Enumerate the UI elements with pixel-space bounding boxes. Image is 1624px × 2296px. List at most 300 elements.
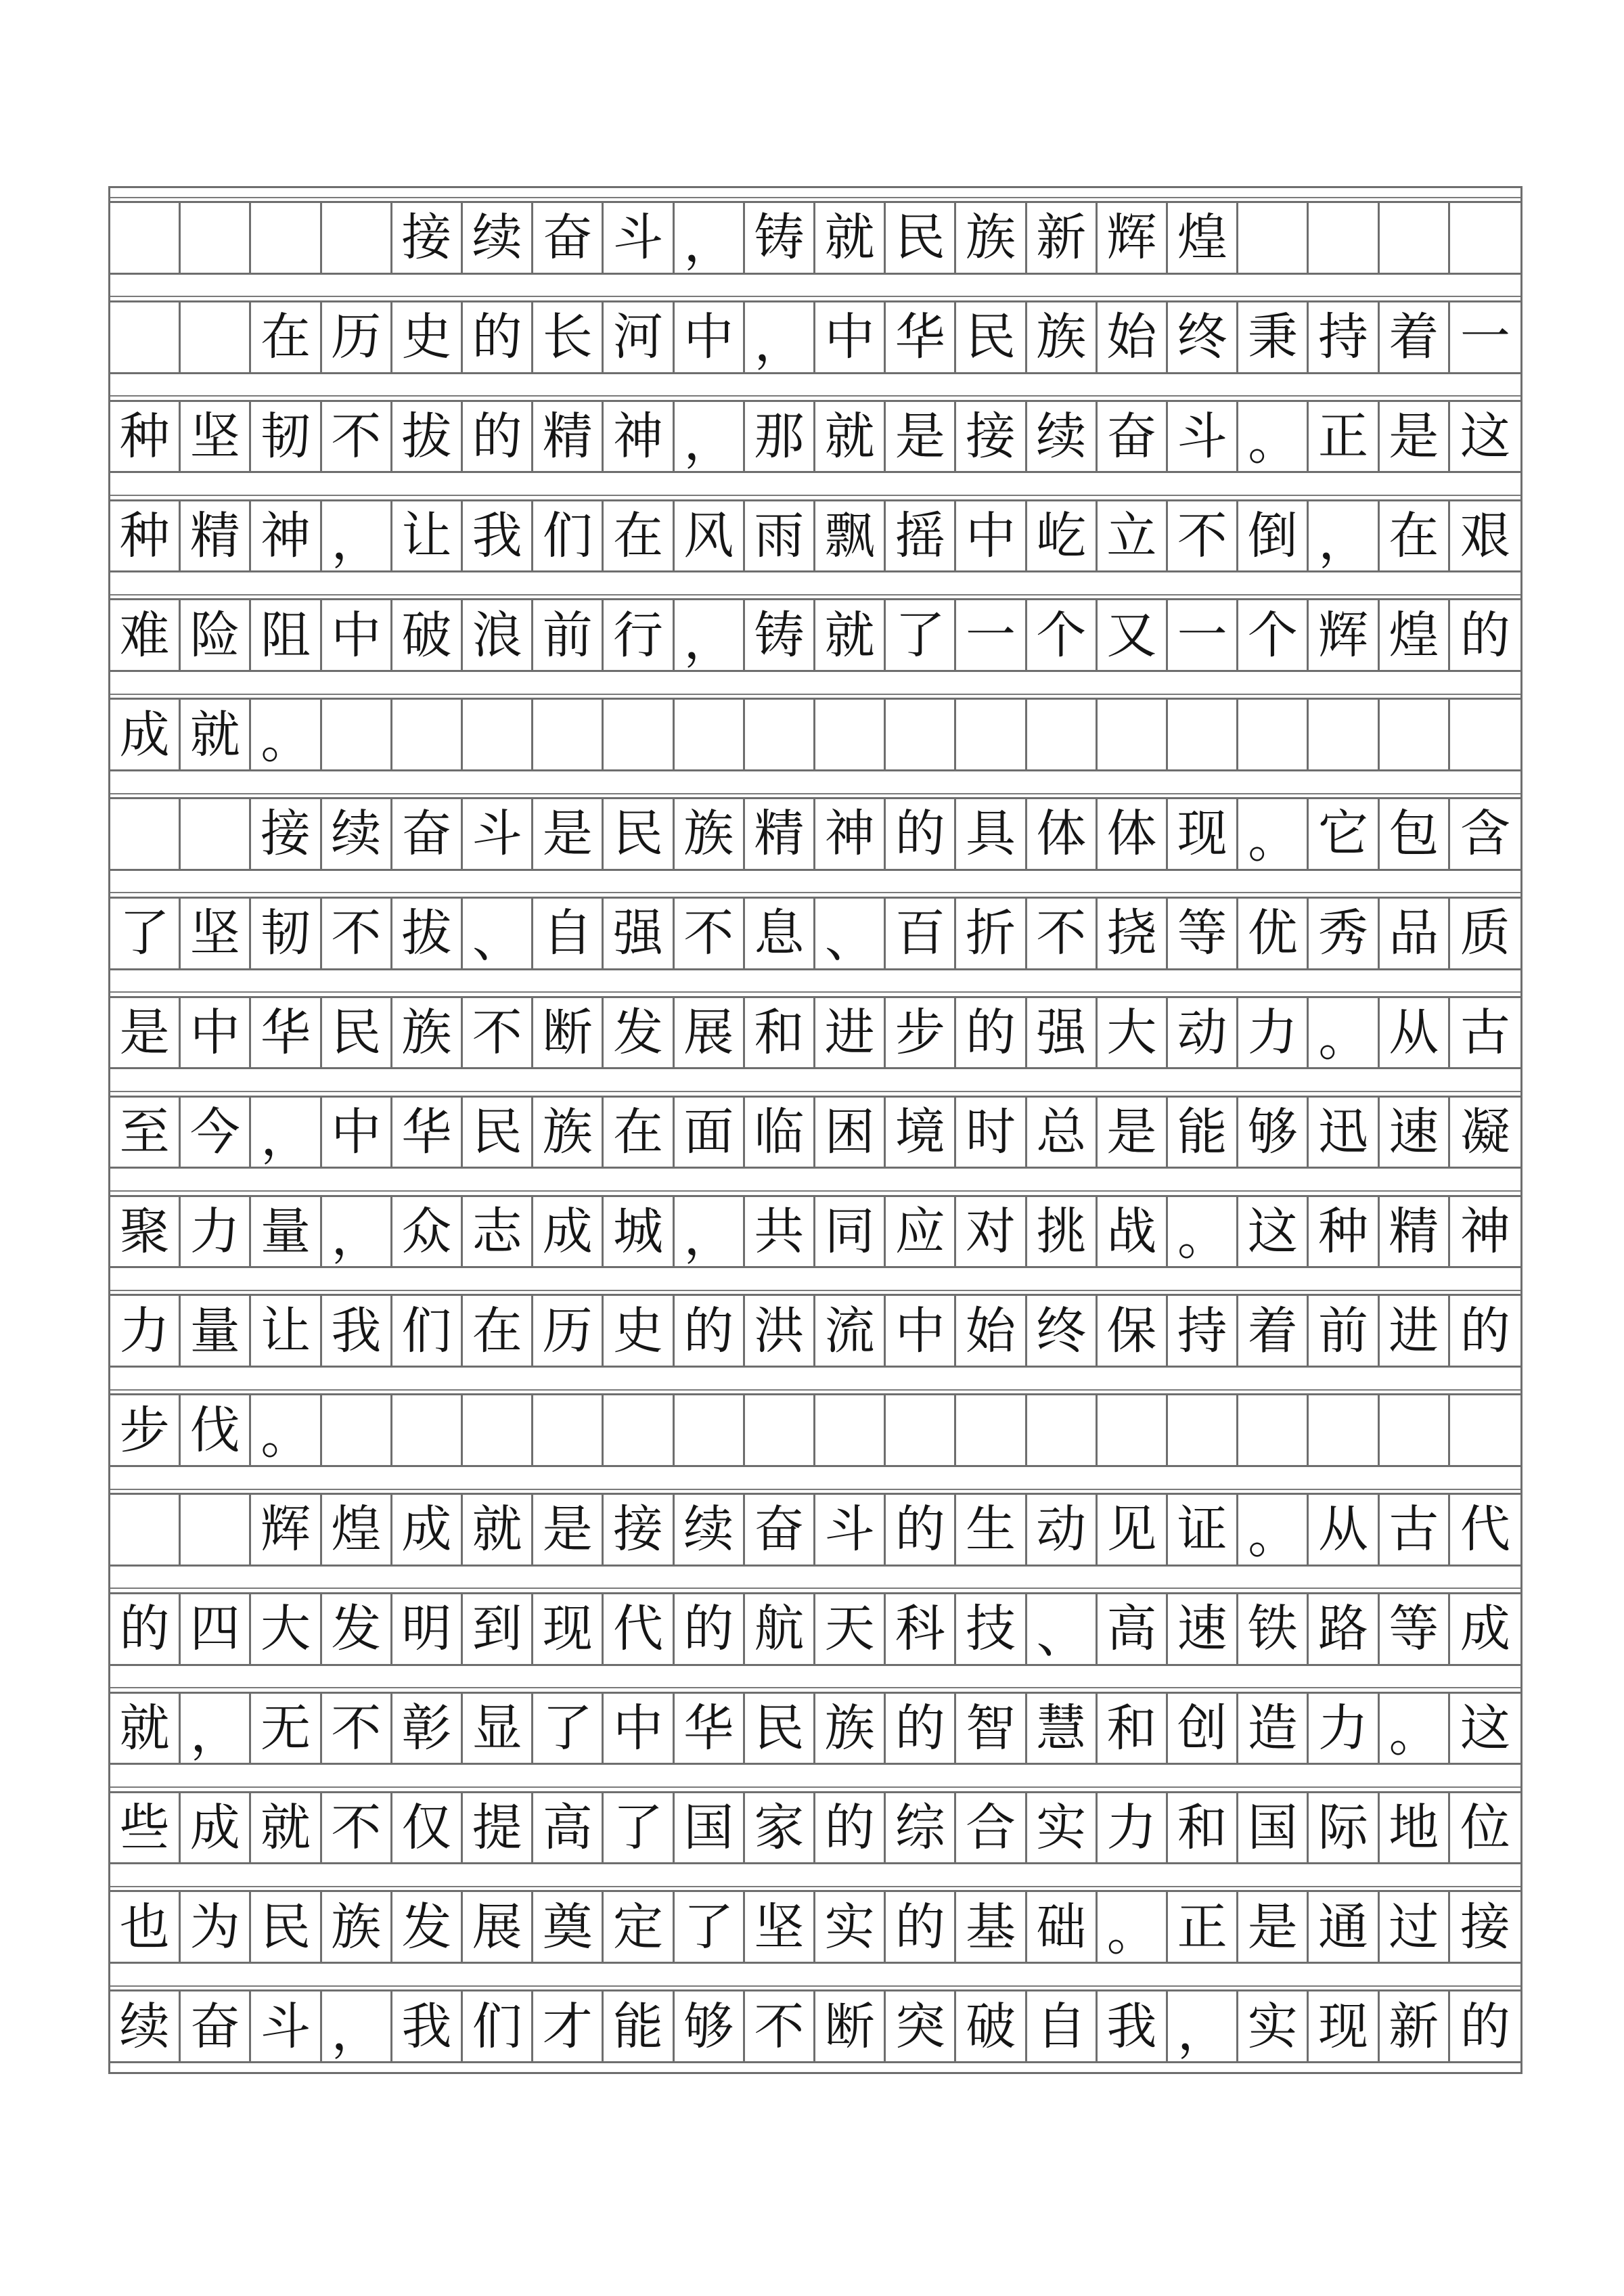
empty-cell [745, 1395, 815, 1465]
empty-cell [1027, 1395, 1098, 1465]
grid-char: 成 [110, 700, 181, 769]
grid-char: 具 [956, 799, 1027, 869]
grid-char: 见 [1098, 1495, 1168, 1565]
grid-char: 困 [815, 1098, 886, 1167]
empty-cell [886, 700, 956, 769]
grid-char: 辉 [1309, 600, 1379, 670]
grid-char: 体 [1098, 799, 1168, 869]
empty-cell [745, 700, 815, 769]
grid-char: ， [675, 402, 745, 472]
empty-cell [392, 700, 463, 769]
grid-char: 古 [1460, 1004, 1510, 1062]
grid-char: ， [251, 1098, 321, 1167]
grid-char: 总 [1027, 1098, 1098, 1167]
grid-char: 中 [675, 302, 745, 372]
grid-char: 了 [675, 1892, 745, 1962]
grid-char: 就 [815, 402, 886, 472]
gap-rule [110, 594, 1520, 595]
grid-char: 通 [1309, 1892, 1379, 1962]
grid-char: 是 [533, 1495, 604, 1565]
grid-char: 质 [1460, 904, 1510, 963]
grid-char: 难 [110, 600, 181, 670]
grid-char: 力 [1309, 1694, 1379, 1763]
grid-char: 、 [463, 899, 533, 968]
grid-char: 折 [956, 899, 1027, 968]
grid-char: 民 [745, 1694, 815, 1763]
grid-char: 。 [251, 700, 321, 769]
grid-char: 智 [956, 1694, 1027, 1763]
empty-cell [675, 1395, 745, 1465]
grid-char: 的 [886, 799, 956, 869]
grid-char: 今 [181, 1098, 251, 1167]
grid-char: 洪 [745, 1296, 815, 1366]
grid-char: 息 [745, 899, 815, 968]
text-row [110, 300, 1520, 374]
title-char: 铸 [745, 203, 815, 273]
grid-char: 城 [604, 1197, 674, 1267]
grid-char: 现 [533, 1594, 604, 1664]
grid-char: 发 [392, 1892, 463, 1962]
grid-char: 综 [886, 1793, 956, 1863]
empty-cell [1450, 700, 1520, 769]
grid-char: 路 [1309, 1594, 1379, 1664]
text-row [110, 897, 1520, 970]
grid-char: 不 [1027, 899, 1098, 968]
gap-rule [110, 1886, 1520, 1887]
grid-char: 族 [675, 799, 745, 869]
grid-char: 着 [1238, 1296, 1309, 1366]
empty-cell [1309, 1395, 1379, 1465]
grid-char: 到 [463, 1594, 533, 1664]
empty-cell [1027, 700, 1098, 769]
grid-char: 进 [1380, 1296, 1450, 1366]
grid-char: 中 [604, 1694, 674, 1763]
grid-char: 族 [392, 998, 463, 1068]
grid-char: 中 [322, 1098, 392, 1167]
empty-cell [1168, 700, 1238, 769]
gap-rule [110, 1985, 1520, 1987]
grid-char: 摇 [886, 501, 956, 571]
grid-char: 。 [1380, 1694, 1450, 1763]
grid-char: 些 [110, 1793, 181, 1863]
grid-char: 从 [1309, 1495, 1379, 1565]
gap-rule [110, 1489, 1520, 1490]
grid-char: 慧 [1027, 1694, 1098, 1763]
grid-char: 实 [1027, 1793, 1098, 1863]
grid-char: 境 [886, 1098, 956, 1167]
grid-char: 国 [1238, 1793, 1309, 1863]
grid-char: 不 [322, 1694, 392, 1763]
grid-char: 至 [110, 1098, 181, 1167]
grid-char: 铸 [745, 600, 815, 670]
grid-char: 神 [604, 402, 674, 472]
grid-char: 精 [533, 402, 604, 472]
grid-char: 这 [1238, 1197, 1309, 1267]
grid-char: 不 [1168, 501, 1238, 571]
gap-rule [110, 793, 1520, 794]
grid-char: 挑 [1027, 1197, 1098, 1267]
empty-cell [1238, 700, 1309, 769]
grid-char: 包 [1380, 799, 1450, 869]
grid-char: 这 [1460, 407, 1510, 466]
grid-char: 华 [392, 1098, 463, 1167]
grid-char: 前 [1309, 1296, 1379, 1366]
empty-cell [463, 1395, 533, 1465]
grid-char: 自 [533, 899, 604, 968]
grid-char: 一 [956, 600, 1027, 670]
grid-char: 是 [1380, 402, 1450, 472]
empty-cell [392, 1395, 463, 1465]
empty-cell [956, 700, 1027, 769]
grid-char: 接 [1460, 1897, 1510, 1956]
gap-rule [110, 892, 1520, 893]
text-row [110, 1592, 1520, 1666]
empty-cell [1380, 203, 1450, 273]
grid-char: 是 [533, 799, 604, 869]
grid-char: 高 [1098, 1594, 1168, 1664]
grid-char: 持 [1168, 1296, 1238, 1366]
grid-char: 铁 [1238, 1594, 1309, 1664]
grid-char: 证 [1168, 1495, 1238, 1565]
title-char: 斗 [604, 203, 674, 273]
grid-char: 正 [1168, 1892, 1238, 1962]
grid-char: 高 [533, 1793, 604, 1863]
text-row [110, 797, 1520, 871]
empty-cell [322, 1395, 392, 1465]
grid-char: 从 [1380, 998, 1450, 1068]
text-row [110, 1989, 1520, 2063]
grid-char: 和 [1098, 1694, 1168, 1763]
grid-char: 是 [886, 402, 956, 472]
title-char: 续 [463, 203, 533, 273]
grid-char: 优 [1238, 899, 1309, 968]
grid-char: 族 [322, 1892, 392, 1962]
grid-char: 华 [675, 1694, 745, 1763]
gap-rule [110, 197, 1520, 198]
grid-char: 量 [251, 1197, 321, 1267]
text-row [110, 996, 1520, 1070]
grid-char: 保 [1098, 1296, 1168, 1366]
grid-char: 力 [181, 1197, 251, 1267]
grid-char: 大 [1098, 998, 1168, 1068]
grid-char: 才 [533, 1991, 604, 2061]
grid-char: 中 [886, 1296, 956, 1366]
text-row [110, 1393, 1520, 1467]
gap-rule [110, 395, 1520, 397]
grid-char: 代 [604, 1594, 674, 1664]
grid-char: ， [322, 501, 392, 571]
empty-cell [815, 700, 886, 769]
grid-char: 秉 [1238, 302, 1309, 372]
text-row [110, 400, 1520, 474]
grid-char: 中 [181, 998, 251, 1068]
grid-char: 国 [675, 1793, 745, 1863]
grid-char: 动 [1027, 1495, 1098, 1565]
grid-char: 这 [1460, 1699, 1510, 1758]
empty-cell [110, 799, 181, 869]
grid-char: 雨 [745, 501, 815, 571]
grid-char: 在 [463, 1296, 533, 1366]
grid-char: 四 [181, 1594, 251, 1664]
grid-char: 精 [745, 799, 815, 869]
grid-char: 精 [181, 501, 251, 571]
title-char: 新 [1027, 203, 1098, 273]
grid-char: 迅 [1309, 1098, 1379, 1167]
grid-char: 众 [392, 1197, 463, 1267]
grid-char: 品 [1380, 899, 1450, 968]
grid-char: 现 [1168, 799, 1238, 869]
grid-char: 那 [745, 402, 815, 472]
text-row [110, 1493, 1520, 1567]
empty-cell [181, 1495, 251, 1565]
grid-char: 接 [251, 799, 321, 869]
grid-char: 我 [392, 1991, 463, 2061]
grid-char: 临 [745, 1098, 815, 1167]
empty-cell [1309, 203, 1379, 273]
grid-char: 展 [675, 998, 745, 1068]
empty-cell [533, 1395, 604, 1465]
grid-char: 家 [745, 1793, 815, 1863]
grid-char: 在 [251, 302, 321, 372]
grid-char: 能 [604, 1991, 674, 2061]
grid-char: 就 [110, 1694, 181, 1763]
grid-char: 续 [1027, 402, 1098, 472]
grid-char: 挠 [1098, 899, 1168, 968]
grid-char: 韧 [251, 899, 321, 968]
grid-char: 民 [604, 799, 674, 869]
grid-char: ， [181, 1694, 251, 1763]
grid-char: 我 [322, 1296, 392, 1366]
title-char: ， [675, 203, 745, 273]
empty-cell [1309, 700, 1379, 769]
grid-char: 坚 [181, 402, 251, 472]
empty-cell [956, 1395, 1027, 1465]
empty-cell [110, 203, 181, 273]
grid-char: 是 [110, 998, 181, 1068]
grid-char: 也 [110, 1892, 181, 1962]
grid-char: 定 [604, 1892, 674, 1962]
grid-char: 航 [745, 1594, 815, 1664]
grid-char: 技 [956, 1594, 1027, 1664]
grid-char: 够 [1238, 1098, 1309, 1167]
grid-char: 阻 [251, 600, 321, 670]
grid-char: 古 [1380, 1495, 1450, 1565]
grid-char: 前 [533, 600, 604, 670]
grid-char: 时 [956, 1098, 1027, 1167]
grid-char: 在 [1380, 501, 1450, 571]
grid-char: 始 [1098, 302, 1168, 372]
grid-char: 倒 [1238, 501, 1309, 571]
grid-char: 斗 [251, 1991, 321, 2061]
gap-rule [110, 1190, 1520, 1192]
grid-char: 的 [463, 402, 533, 472]
grid-char: 险 [181, 600, 251, 670]
grid-char: 不 [675, 899, 745, 968]
empty-cell [463, 700, 533, 769]
grid-char: 。 [251, 1395, 321, 1465]
grid-char: 仅 [392, 1793, 463, 1863]
grid-char: 中 [956, 501, 1027, 571]
grid-char: 的 [886, 1892, 956, 1962]
grid-char: 。 [1238, 1495, 1309, 1565]
grid-char: 。 [1238, 799, 1309, 869]
gap-rule [110, 1091, 1520, 1092]
grid-char: 共 [745, 1197, 815, 1267]
grid-char: 突 [886, 1991, 956, 2061]
grid-char: 立 [1098, 501, 1168, 571]
grid-char: 断 [533, 998, 604, 1068]
grid-char: 坚 [181, 899, 251, 968]
grid-char: 接 [956, 402, 1027, 472]
text-row [110, 1294, 1520, 1368]
grid-char: 续 [675, 1495, 745, 1565]
grid-char: 步 [886, 998, 956, 1068]
grid-char: 史 [392, 302, 463, 372]
title-char: 就 [815, 203, 886, 273]
grid-char: 动 [1168, 998, 1238, 1068]
grid-char: 长 [533, 302, 604, 372]
grid-char: 飘 [815, 501, 886, 571]
grid-char: 是 [1238, 1892, 1309, 1962]
text-row [110, 698, 1520, 771]
grid-char: 让 [251, 1296, 321, 1366]
grid-char: 等 [1168, 899, 1238, 968]
grid-char: 的 [675, 1594, 745, 1664]
grid-char: 正 [1309, 402, 1379, 472]
grid-char: 个 [1027, 600, 1098, 670]
grid-char: 为 [181, 1892, 251, 1962]
empty-cell [322, 700, 392, 769]
grid-char: 合 [956, 1793, 1027, 1863]
grid-char: 煌 [1380, 600, 1450, 670]
grid-char: 辉 [251, 1495, 321, 1565]
grid-char: 持 [1309, 302, 1379, 372]
grid-char: 民 [956, 302, 1027, 372]
grid-char: 让 [392, 501, 463, 571]
title-char: 族 [956, 203, 1027, 273]
grid-char: 奋 [392, 799, 463, 869]
grid-char: 步 [110, 1395, 181, 1465]
grid-char: 奋 [181, 1991, 251, 2061]
grid-char: 民 [251, 1892, 321, 1962]
grid-char: 实 [1238, 1991, 1309, 2061]
text-row [110, 1692, 1520, 1765]
grid-char: 大 [251, 1594, 321, 1664]
grid-rows [110, 188, 1520, 2072]
title-char: 奋 [533, 203, 604, 273]
empty-cell [815, 1395, 886, 1465]
grid-char: 显 [463, 1694, 533, 1763]
grid-char: 成 [1460, 1600, 1510, 1659]
grid-char: 终 [1168, 302, 1238, 372]
grid-char: 够 [675, 1991, 745, 2061]
empty-cell [181, 799, 251, 869]
grid-char: 们 [463, 1991, 533, 2061]
grid-char: 又 [1098, 600, 1168, 670]
grid-char: 浪 [463, 600, 533, 670]
text-row [110, 598, 1520, 672]
grid-char: 成 [533, 1197, 604, 1267]
grid-char: 在 [604, 501, 674, 571]
grid-char: 奋 [745, 1495, 815, 1565]
grid-char: 力 [110, 1296, 181, 1366]
empty-cell [1380, 700, 1450, 769]
grid-char: 。 [1238, 402, 1309, 472]
grid-char: 不 [463, 998, 533, 1068]
grid-char: 际 [1309, 1793, 1379, 1863]
grid-char: 一 [1460, 308, 1510, 367]
grid-char: 华 [886, 302, 956, 372]
text-row [110, 1890, 1520, 1964]
grid-char: 新 [1380, 1991, 1450, 2061]
grid-char: 体 [1027, 799, 1098, 869]
grid-char: 种 [1309, 1197, 1379, 1267]
grid-char: 面 [675, 1098, 745, 1167]
empty-cell [604, 1395, 674, 1465]
gap-rule [110, 1389, 1520, 1391]
grid-char: 强 [604, 899, 674, 968]
gap-rule [110, 1687, 1520, 1688]
grid-char: 。 [1098, 1892, 1168, 1962]
grid-char: 速 [1168, 1594, 1238, 1664]
grid-char: 和 [745, 998, 815, 1068]
grid-char: 们 [533, 501, 604, 571]
grid-char: 速 [1380, 1098, 1450, 1167]
grid-char: 行 [604, 600, 674, 670]
gap-rule [110, 495, 1520, 496]
grid-char: 个 [1238, 600, 1309, 670]
empty-cell [322, 203, 392, 273]
grid-char: 实 [815, 1892, 886, 1962]
empty-cell [1450, 203, 1520, 273]
grid-char: 能 [1168, 1098, 1238, 1167]
text-row [110, 499, 1520, 573]
grid-char: 含 [1460, 805, 1510, 863]
grid-char: 。 [1309, 998, 1379, 1068]
grid-char: 天 [815, 1594, 886, 1664]
title-row [110, 201, 1520, 275]
empty-cell [1098, 700, 1168, 769]
grid-char: 我 [1098, 1991, 1168, 2061]
empty-cell [181, 302, 251, 372]
gap-rule [110, 1588, 1520, 1589]
empty-cell [886, 1395, 956, 1465]
grid-char: 的 [1460, 606, 1510, 665]
grid-char: 发 [322, 1594, 392, 1664]
empty-cell [675, 700, 745, 769]
grid-char: 不 [322, 402, 392, 472]
grid-char: 神 [1460, 1202, 1510, 1261]
grid-char: 就 [181, 700, 251, 769]
empty-cell [110, 302, 181, 372]
grid-char: 奋 [1098, 402, 1168, 472]
grid-char: 等 [1380, 1594, 1450, 1664]
grid-char: 历 [533, 1296, 604, 1366]
grid-char: 的 [1460, 1997, 1510, 2056]
grid-char: 奠 [533, 1892, 604, 1962]
grid-char: 风 [675, 501, 745, 571]
grid-char: ， [322, 1991, 392, 2061]
grid-char: 秀 [1309, 899, 1379, 968]
grid-char: 力 [1238, 998, 1309, 1068]
empty-cell [533, 700, 604, 769]
grid-char: 础 [1027, 1892, 1098, 1962]
empty-cell [110, 1495, 181, 1565]
grid-char: 、 [815, 899, 886, 968]
text-row [110, 1096, 1520, 1169]
empty-cell [1238, 203, 1309, 273]
grid-char: ， [1168, 1991, 1238, 2061]
